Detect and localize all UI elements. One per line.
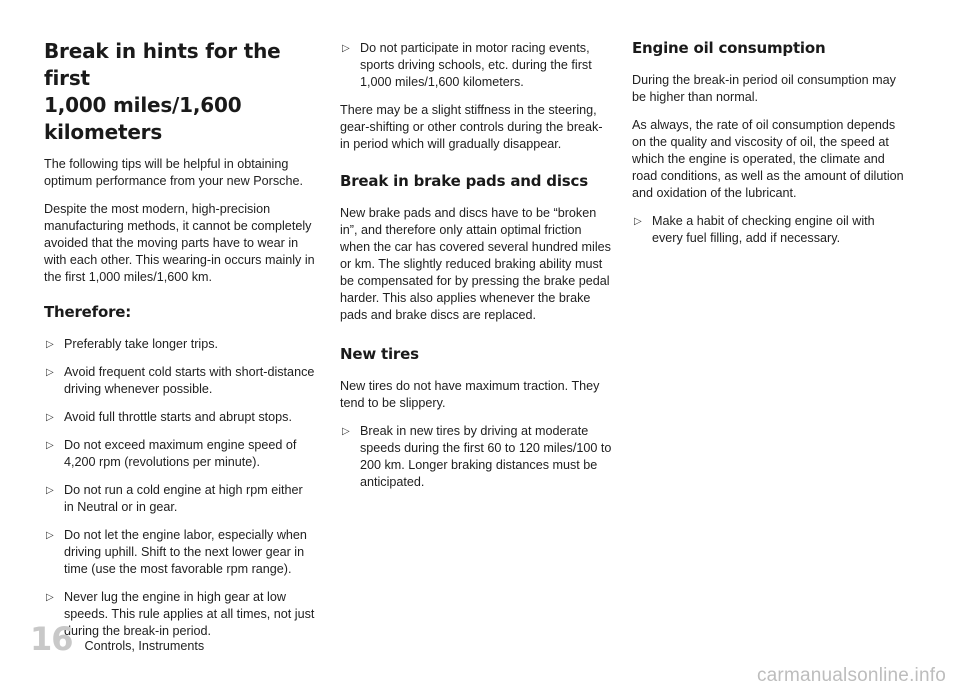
list-item (44, 527, 316, 578)
triangle-bullet-icon: ▷ (342, 43, 350, 54)
list-item (340, 40, 612, 91)
triangle-bullet-icon: ▷ (46, 339, 54, 350)
list-item-text: Do not exceed maximum engine speed of 4,200 rpm (revolutions per minute). (64, 438, 297, 469)
page-title (44, 38, 316, 146)
oil-tips-list (632, 213, 904, 247)
brake-paragraph: New brake pads and discs have to be “broken in”, and therefore only attain optimal friction when the car has covered several hundred miles or km. The slightly reduced braking ability must be compensated for by pressing the brake pedal harder. This also applies whenever the brake pads and brake discs are replaced. (340, 206, 611, 322)
list-item (340, 423, 612, 491)
right-column (632, 38, 904, 258)
oil-paragraph-2: As always, the rate of oil consumption depends on the quality and viscosity of oil, the speed at which the engine is operated, the climate and road conditions, as well as the amount of dilution and oxidation of the lubricant. (632, 118, 904, 200)
triangle-bullet-icon: ▷ (46, 485, 54, 496)
list-item-text: Preferably take longer trips. (64, 337, 218, 351)
page-footer (30, 620, 204, 658)
triangle-bullet-icon: ▷ (342, 426, 350, 437)
triangle-bullet-icon: ▷ (46, 440, 54, 451)
triangle-bullet-icon: ▷ (46, 530, 54, 541)
break-in-tips-list (44, 336, 316, 640)
brake-section-heading: Break in brake pads and discs (340, 172, 588, 190)
list-item (632, 213, 904, 247)
section-label: Controls, Instruments (84, 639, 205, 653)
list-item (44, 336, 316, 353)
list-item-text: Never lug the engine in high gear at low speeds. This rule applies at all times, not just during the break-in period. (64, 590, 315, 638)
tires-paragraph: New tires do not have maximum traction. They tend to be slippery. (340, 379, 600, 410)
list-item (44, 437, 316, 471)
list-item-text: Do not participate in motor racing events, sports driving schools, etc. during the first 1,000 miles/1,600 kilometers. (360, 41, 592, 89)
list-item-text: Make a habit of checking engine oil with every fuel filling, add if necessary. (652, 214, 875, 245)
racing-note-list (340, 40, 612, 91)
intro-paragraph: The following tips will be helpful in obtaining optimum performance from your new Porsche. (44, 157, 303, 188)
triangle-bullet-icon: ▷ (46, 367, 54, 378)
list-item-text: Avoid frequent cold starts with short-distance driving whenever possible. (64, 365, 315, 396)
oil-paragraph-1: During the break-in period oil consumption may be higher than normal. (632, 73, 896, 104)
list-item-text: Do not run a cold engine at high rpm either in Neutral or in gear. (64, 483, 303, 514)
oil-section-heading: Engine oil consumption (632, 39, 826, 57)
tires-tips-list (340, 423, 612, 491)
middle-column (340, 40, 612, 502)
list-item (44, 364, 316, 398)
tires-section-heading: New tires (340, 345, 419, 363)
list-item (44, 482, 316, 516)
triangle-bullet-icon: ▷ (46, 592, 54, 603)
left-column (44, 38, 316, 651)
page-title-line-2: 1,000 miles/1,600 kilometers (44, 93, 242, 144)
page-title-line-1: Break in hints for the first (44, 39, 281, 90)
wear-in-paragraph: Despite the most modern, high-precision manufacturing methods, it cannot be completely avoided that the moving parts have to wear in with each other. This wearing-in occurs mainly in the first 1,000 miles/1,600 km. (44, 202, 315, 284)
watermark: carmanualsonline.info (756, 665, 946, 686)
list-item (44, 409, 316, 426)
stiffness-paragraph: There may be a slight stiffness in the steering, gear-shifting or other controls during the break-in period which will gradually disappear. (340, 103, 603, 151)
page-number: 16 (30, 620, 73, 658)
list-item-text: Do not let the engine labor, especially when driving uphill. Shift to the next lower gear in time (use the most favorable rpm range). (64, 528, 307, 576)
list-item-text: Break in new tires by driving at moderate speeds during the first 60 to 120 miles/100 to 200 km. Longer braking distances must be anticipated. (360, 424, 612, 489)
triangle-bullet-icon: ▷ (46, 412, 54, 423)
triangle-bullet-icon: ▷ (634, 216, 642, 227)
therefore-heading: Therefore: (44, 303, 132, 321)
list-item-text: Avoid full throttle starts and abrupt stops. (64, 410, 292, 424)
